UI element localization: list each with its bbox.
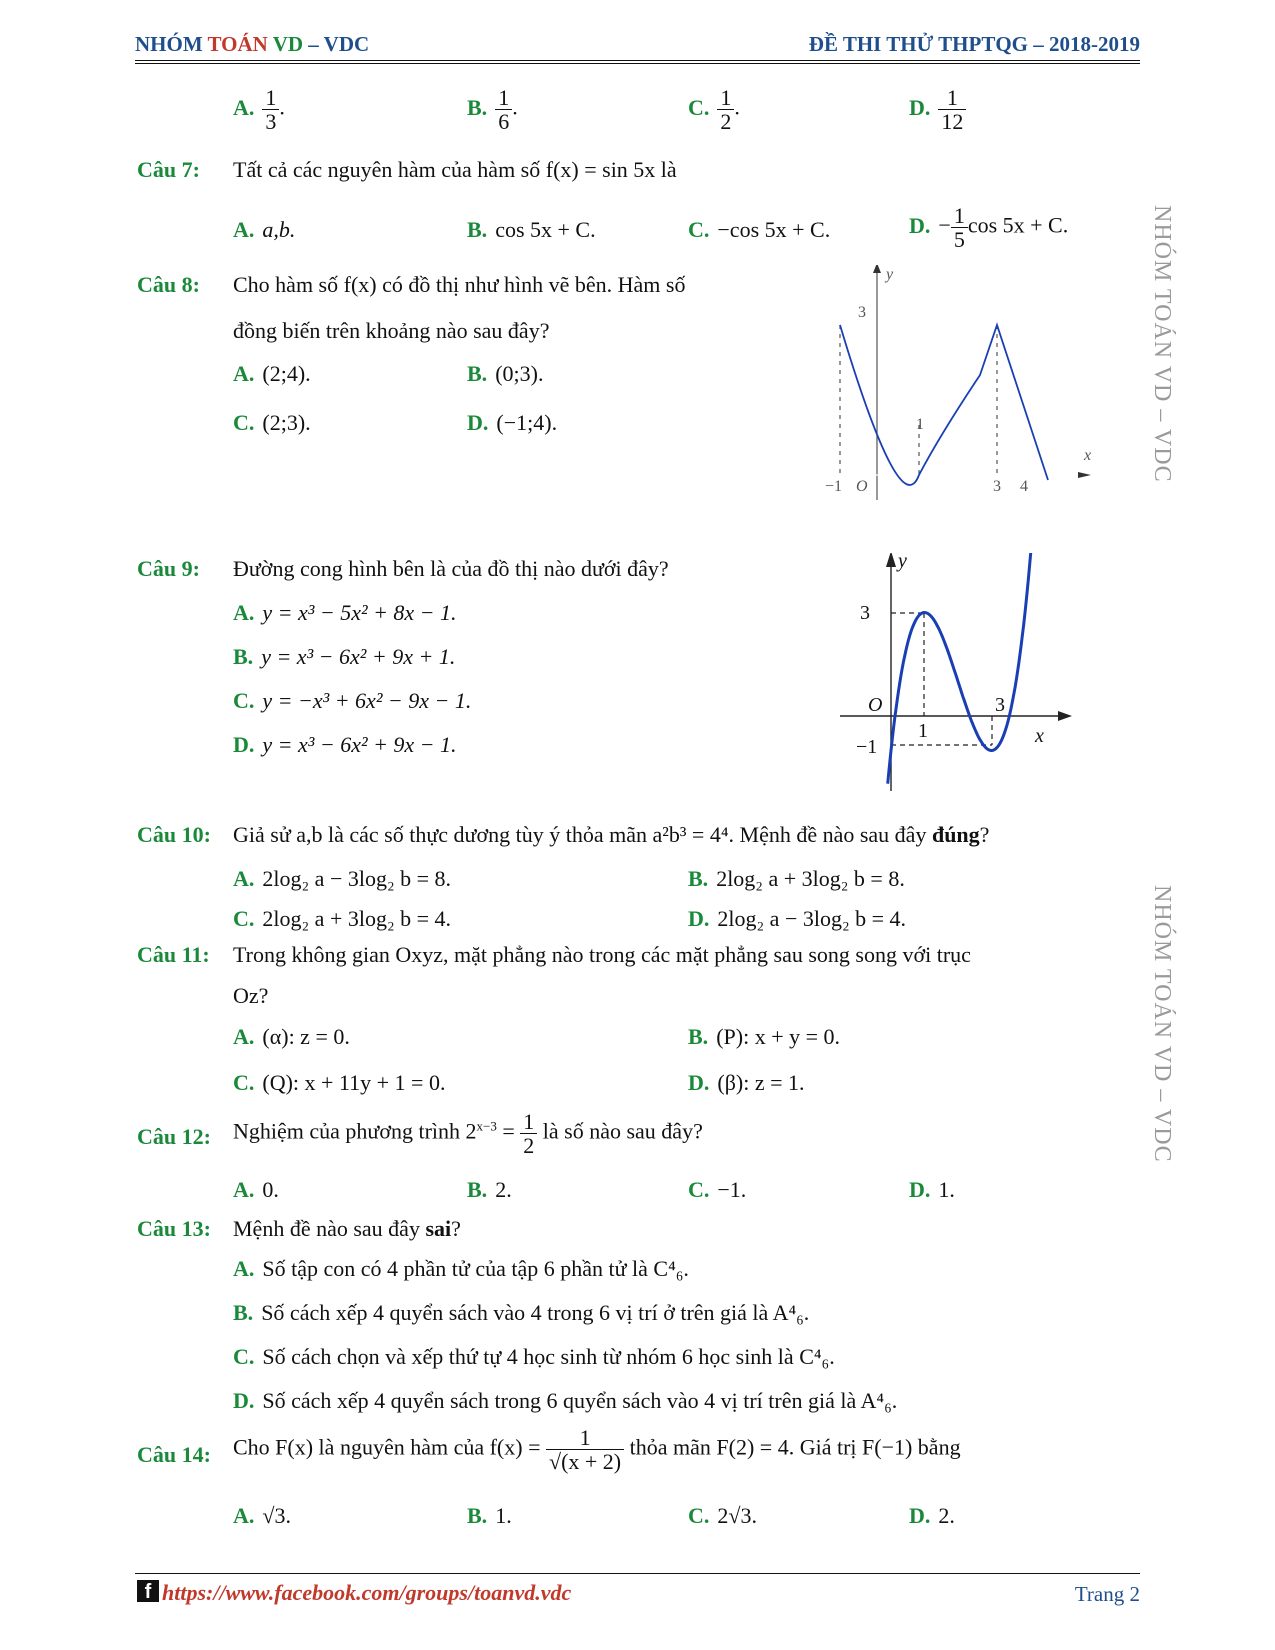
q8-tick-neg1: −1 — [825, 478, 843, 495]
q8-option-b[interactable]: B. (0;3). — [467, 361, 544, 386]
q9-option-d[interactable]: D. y = x³ − 6x² + 9x − 1. — [233, 732, 457, 757]
q9-origin: O — [868, 694, 883, 716]
brand-vd: VD — [272, 32, 304, 56]
q8-option-a[interactable]: A. (2;4). — [233, 361, 311, 386]
q9-y-label: y — [898, 553, 907, 572]
q10-option-b[interactable]: B. 2log₂ a + 3log₂ b = 8. — [688, 866, 905, 891]
q8-tick-1: 1 — [916, 416, 924, 433]
q11-option-d[interactable]: D. (β): z = 1. — [688, 1070, 805, 1095]
q6-option-b[interactable]: B. $\frac{1}{6}$ . — [467, 85, 518, 135]
q9-tick-3x: 3 — [995, 694, 1005, 716]
footer-rule — [135, 1573, 1140, 1574]
facebook-link[interactable]: https://www.facebook.com/groups/toanvd.vdc — [162, 1580, 572, 1605]
q8-label: Câu 8: — [137, 272, 200, 297]
brand-nhom: NHÓM — [135, 32, 208, 56]
q7-text: Tất cả các nguyên hàm của hàm số f(x) = sin 5x là — [233, 157, 677, 182]
q11-text-line2: Oz? — [233, 983, 269, 1008]
q12-text: Nghiệm của phương trình $2^{x-3}$ = $\frac{1}{2}$ là số nào sau đây? — [233, 1109, 703, 1159]
q10-option-c[interactable]: C. 2log₂ a + 3log₂ b = 4. — [233, 906, 452, 931]
q8-option-c[interactable]: C. (2;3). — [233, 410, 311, 435]
q10-label: Câu 10: — [137, 822, 211, 847]
q8-text-line2: đồng biến trên khoảng nào sau đây? — [233, 318, 550, 343]
q13-option-a[interactable]: A. Số tập con có 4 phần tử của tập 6 phần tử là C⁴₆. — [233, 1256, 689, 1281]
q7-option-b[interactable]: B. cos 5x + C. — [467, 217, 596, 242]
q13-label: Câu 13: — [137, 1216, 211, 1241]
q14-option-b[interactable]: B. 1. — [467, 1503, 512, 1528]
q8-curve — [840, 325, 1048, 485]
q13-option-d[interactable]: D. Số cách xếp 4 quyển sách trong 6 quyển sách vào 4 vị trí trên giá là A⁴₆. — [233, 1388, 898, 1413]
q8-tick-4: 4 — [1020, 478, 1028, 495]
q8-graph — [820, 265, 1100, 525]
q9-tick-neg1: −1 — [856, 736, 878, 758]
q8-y-arrow — [873, 265, 881, 273]
q13-option-b[interactable]: B. Số cách xếp 4 quyển sách vào 4 trong 6 vị trí ở trên giá là A⁴₆. — [233, 1300, 810, 1325]
q11-label: Câu 11: — [137, 942, 210, 967]
q8-y-label: y — [886, 266, 894, 283]
q13-option-c[interactable]: C. Số cách chọn và xếp thứ tự 4 học sinh từ nhóm 6 học sinh là C⁴₆. — [233, 1344, 835, 1369]
q8-origin: O — [856, 478, 868, 495]
q13-text: Mệnh đề nào sau đây sai? — [233, 1216, 461, 1241]
q8-tick-3x: 3 — [993, 478, 1001, 495]
watermark-top: NHÓM TOÁN VD – VDC — [1149, 205, 1175, 483]
q7-label: Câu 7: — [137, 157, 200, 182]
watermark-bottom: NHÓM TOÁN VD – VDC — [1149, 885, 1175, 1163]
q10-option-a[interactable]: A. 2log₂ a − 3log₂ b = 8. — [233, 866, 452, 891]
q9-label: Câu 9: — [137, 556, 200, 581]
q14-option-d[interactable]: D. 2. — [909, 1503, 955, 1528]
q9-option-b[interactable]: B. y = x³ − 6x² + 9x + 1. — [233, 644, 456, 669]
q14-option-a[interactable]: A. √3. — [233, 1503, 291, 1528]
q12-option-a[interactable]: A. 0. — [233, 1177, 279, 1202]
q10-option-d[interactable]: D. 2log₂ a − 3log₂ b = 4. — [688, 906, 907, 931]
header-rule-2 — [135, 63, 1140, 64]
q11-option-b[interactable]: B. (P): x + y = 0. — [688, 1024, 841, 1049]
page-number: Trang 2 — [1074, 1582, 1140, 1606]
brand-header — [135, 32, 369, 57]
q12-label: Câu 12: — [137, 1124, 211, 1149]
q12-option-d[interactable]: D. 1. — [909, 1177, 955, 1202]
q9-x-arrow — [1058, 711, 1072, 721]
q9-text: Đường cong hình bên là của đồ thị nào dưới đây? — [233, 556, 669, 581]
q9-option-a[interactable]: A. y = x³ − 5x² + 8x − 1. — [233, 600, 457, 625]
q9-option-c[interactable]: C. y = −x³ + 6x² − 9x − 1. — [233, 688, 472, 713]
q9-y-arrow — [886, 553, 896, 567]
q8-x-arrow — [1078, 472, 1091, 478]
q6-option-d[interactable]: D. $\frac{1}{12}$ — [909, 86, 966, 133]
q8-tick-3: 3 — [858, 304, 866, 321]
q12-option-b[interactable]: B. 2. — [467, 1177, 512, 1202]
q9-tick-3: 3 — [860, 602, 870, 624]
q9-graph — [820, 553, 1080, 803]
q11-option-c[interactable]: C. (Q): x + 11y + 1 = 0. — [233, 1070, 446, 1095]
q7-option-c[interactable]: C. −cos 5x + C. — [688, 217, 831, 242]
q8-text-line1: Cho hàm số f(x) có đồ thị như hình vẽ bên. Hàm số — [233, 272, 686, 297]
q8-option-d[interactable]: D. (−1;4). — [467, 410, 558, 435]
q8-x-label: x — [1084, 447, 1092, 464]
facebook-icon: f — [137, 1580, 159, 1602]
header-rule — [135, 60, 1140, 61]
q11-option-a[interactable]: A. (α): z = 0. — [233, 1024, 350, 1049]
exam-title: ĐỀ THI THỬ THPTQG – 2018-2019 — [808, 32, 1140, 56]
q10-text: Giả sử a,b là các số thực dương tùy ý thỏa mãn a²b³ = 4⁴. Mệnh đề nào sau đây đúng? — [233, 822, 990, 847]
q14-text: Cho F(x) là nguyên hàm của f(x) = $\frac{1}{√(x + 2)}$ thỏa mãn F(2) = 4. Giá trị F(−1) bằng — [233, 1425, 961, 1475]
q11-text-line1: Trong không gian Oxyz, mặt phẳng nào trong các mặt phẳng sau song song với trục — [233, 942, 971, 967]
q7-option-d[interactable]: D. − $\frac{1}{5}$ cos 5x + C. — [909, 203, 1069, 253]
q9-tick-1: 1 — [918, 720, 928, 742]
q14-label: Câu 14: — [137, 1442, 211, 1467]
brand-toan: TOÁN — [207, 32, 273, 56]
q14-option-c[interactable]: C. 2√3. — [688, 1503, 757, 1528]
q9-curve — [888, 553, 1034, 784]
q12-option-c[interactable]: C. −1. — [688, 1177, 747, 1202]
q6-option-a[interactable]: A. $\frac{1}{3}$ . — [233, 85, 285, 135]
q9-x-label: x — [1035, 725, 1044, 747]
q6-option-c[interactable]: C. $\frac{1}{2}$ . — [688, 85, 740, 135]
brand-vdc: – VDC — [303, 32, 370, 56]
q7-option-a[interactable]: A. a,b. — [233, 217, 296, 242]
